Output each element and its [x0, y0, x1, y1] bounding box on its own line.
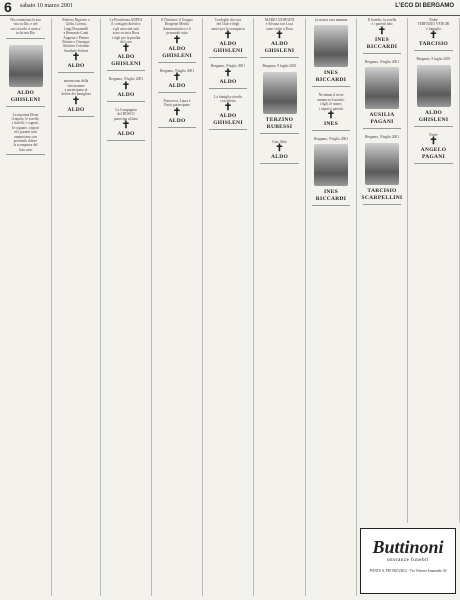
deceased-name: ANGELO PAGANI [420, 147, 447, 161]
deceased-name: ALDO [219, 78, 237, 85]
notice-line: del BOSCO [117, 112, 135, 117]
notice-line: le cognate, i nipoti [12, 125, 39, 130]
notice-line: La Presidenza ANPEA [109, 18, 143, 22]
divider [58, 72, 94, 73]
notice-line: Bergamo, 9 luglio 2001 [108, 77, 144, 82]
portrait-photo [365, 67, 399, 109]
notice-line: La famiglia ricorda [214, 94, 242, 99]
deceased-name: INES RICCARDI [315, 189, 347, 203]
notice-line: dolore dei famigliari [61, 92, 91, 97]
notice-line: Paolo partecipano [164, 103, 190, 108]
notice-line: del caro [120, 40, 132, 45]
deceased-name: ALDO [168, 117, 186, 124]
cross-icon: ✝ [172, 34, 182, 46]
divider [158, 92, 196, 93]
divider [158, 62, 196, 63]
notice-line: e partecipano al [64, 88, 88, 93]
ad-logo: Buttinoni [372, 537, 444, 557]
portrait-photo [314, 144, 348, 186]
cross-icon: ✝ [429, 136, 438, 148]
notice-line: Bergamo, 9 luglio 2001 [364, 135, 400, 140]
notice-line: Dirigente Medici [164, 22, 190, 27]
notice-line: Bergamo, 9 luglio 2001 [210, 64, 246, 69]
divider [312, 86, 350, 87]
death-notice [54, 18, 98, 73]
notice-line: Bergamo, 9 luglio 2001 [159, 68, 195, 73]
notice-line: La Compagnia [115, 107, 137, 112]
portrait-photo [263, 72, 297, 114]
notice-line: La nipotina Elena [12, 112, 39, 117]
notice-line: Bergamo, 8 luglio 2001 [364, 59, 400, 64]
notice-line: Il Direttore, il Gruppo [161, 18, 193, 22]
notice-line: annunciano della [63, 79, 89, 84]
divider [107, 101, 145, 102]
column-7 [306, 18, 357, 596]
divider [414, 163, 453, 164]
death-notice [308, 137, 354, 206]
death-notice [154, 69, 200, 93]
divider [6, 106, 45, 107]
deceased-name: ALDO GHISLENI [264, 41, 295, 55]
notice-line: il consiglio direttivo [111, 22, 141, 27]
death-notice [103, 18, 149, 71]
death-notice [359, 18, 405, 54]
cross-icon: ✝ [172, 106, 182, 118]
death-notice [256, 140, 303, 164]
cross-icon: ✝ [223, 67, 233, 79]
notice-line: sono vicini a Rosa [112, 31, 140, 36]
notice-line: i nipoti e parenti [319, 106, 343, 111]
deceased-name: TARCISIO [418, 41, 449, 48]
notice-line: i fratelli, i cognati, [12, 121, 39, 126]
divider [260, 57, 299, 58]
cross-icon: ✝ [121, 120, 131, 132]
notice-line: Roberta Bigiovio e [62, 18, 90, 22]
deceased-name: TERZINO RUBESSI [265, 116, 294, 130]
cross-icon: ✝ [223, 102, 233, 114]
notice-line: e Silvana con Luca [265, 22, 294, 27]
notice-line: Bosino e Giuseppe [62, 40, 90, 45]
notice-line: loro caro [19, 147, 32, 152]
notice-line: amici per la scomparsa [211, 26, 245, 31]
divider [209, 88, 247, 89]
notice-line: personale tutto [166, 31, 188, 36]
deceased-name: ALDO [117, 91, 135, 98]
ad-address: PONTE S. PIETRO (BG) - Via Vittorio Emanuele 30 [369, 569, 447, 573]
notice-line: e figli per la perdita [111, 35, 141, 40]
notice-line: suo ricordo ci unisce [10, 26, 41, 31]
notice-line: e famiglia [426, 26, 441, 31]
column-9 [408, 18, 460, 523]
notice-line: Bergamo, 9 luglio 2001 [416, 57, 451, 62]
cross-icon: ✝ [429, 30, 438, 42]
portrait-photo [9, 45, 43, 87]
cross-icon: ✝ [326, 110, 336, 122]
death-notice [205, 18, 251, 58]
newspaper-name: L'ECO DI BERGAMO [395, 3, 454, 9]
divider [58, 116, 94, 117]
deceased-name: ALDO [117, 131, 135, 138]
deceased-name: ALDO GHISLENI [418, 109, 449, 123]
death-notice [256, 18, 303, 58]
funeral-home-ad [360, 528, 456, 594]
death-notice [205, 95, 251, 131]
notice-line: TERENZIO VENCHI [417, 22, 450, 27]
notice-line: Bergamo, 9 luglio 2001 [262, 64, 297, 69]
death-notice [359, 60, 405, 129]
page-header [0, 0, 460, 16]
portrait-photo [417, 65, 451, 107]
notice-line: sono vicini a Rosa [266, 26, 293, 31]
notice-line: Annibale Schiavi [63, 48, 89, 53]
divider [414, 50, 453, 51]
death-notice [410, 133, 457, 164]
death-notice [2, 45, 49, 107]
deceased-name: INES RICCARDI [315, 70, 347, 84]
notice-line: Padre [429, 18, 438, 22]
death-notice [256, 64, 303, 133]
divider [414, 126, 453, 127]
notice-line: ed i parenti tutti [14, 130, 37, 135]
deceased-name: AUSILIA PAGANI [369, 112, 395, 126]
deceased-name: ALDO GHISLENI [213, 41, 243, 55]
death-notice [154, 18, 200, 63]
deceased-name: ALDO [270, 154, 289, 161]
divider [209, 57, 247, 58]
notice-line: e i parenti tutti [371, 22, 393, 27]
deceased-name: INES [323, 121, 339, 128]
deceased-name: TARCISIO SCARPELLINI [361, 187, 403, 201]
cross-icon: ✝ [172, 72, 182, 84]
death-notice [2, 113, 49, 156]
death-notice [54, 79, 98, 117]
cross-icon: ✝ [223, 30, 233, 42]
notice-line: la scomparsa del [13, 143, 38, 148]
deceased-name: ALDO GHISLENI [162, 45, 192, 59]
death-notice [410, 57, 457, 126]
notice-line: Ghisleni Colombo [62, 44, 90, 49]
deceased-name: ALDO [67, 63, 85, 70]
notice-line: e Bernardo Conti [63, 31, 89, 36]
page-date: sabato 10 marzo 2001 [20, 3, 73, 9]
cross-icon: ✝ [121, 43, 131, 55]
cross-icon: ✝ [121, 80, 131, 92]
notice-line: in lui ma Dio [15, 31, 36, 36]
notice-line: MARIO GIORGINI [264, 18, 295, 22]
cross-icon: ✝ [377, 25, 387, 37]
notice-line: Augusta e Pierina [63, 35, 89, 40]
divider [6, 38, 45, 39]
deceased-name: ALDO GHISLENI [10, 89, 41, 103]
notice-line: Il fratello, la sorella [367, 18, 397, 22]
notice-line: profondo dolore [13, 139, 38, 144]
notice-line: partecipa al lutto [113, 116, 139, 121]
notice-line: i figli, le nuore, [319, 102, 343, 107]
cross-icon: ✝ [275, 30, 284, 42]
ad-tagline: onoranze funebri [386, 558, 429, 563]
death-notice [2, 18, 49, 39]
cross-icon: ✝ [275, 143, 284, 155]
column-1 [0, 18, 52, 596]
notice-line: Ne danno il triste [318, 93, 344, 98]
notice-line: del Club e degli [216, 22, 240, 27]
notice-line: Bergamo, 9 luglio 2001 [313, 137, 349, 142]
deceased-name: ALDO GHISLENI [213, 113, 243, 127]
page-number: 6 [4, 0, 12, 15]
divider [363, 128, 401, 129]
notice-line: vita in Dio, e nel [13, 22, 38, 27]
death-notice [154, 99, 200, 128]
portrait-photo [314, 25, 348, 67]
notice-line: La nostra cara mamma [314, 18, 348, 22]
divider [107, 140, 145, 141]
column-8 [357, 18, 408, 523]
death-notice [308, 93, 354, 131]
notice-line: Ciao Aldo [272, 139, 287, 144]
divider [363, 204, 401, 205]
death-notice [308, 18, 354, 87]
notice-line: il nipote, le sorelle, [11, 117, 40, 122]
notice-line: e gli associati tutti [112, 26, 140, 31]
divider [260, 163, 299, 164]
divider [260, 133, 299, 134]
notice-line: Padre [429, 132, 438, 137]
cross-icon: ✝ [71, 95, 81, 107]
death-notice [359, 135, 405, 204]
divider [6, 154, 45, 155]
divider [312, 205, 350, 206]
notice-line: Francesca, Laura e [163, 99, 191, 104]
deceased-name: INES RICCARDI [366, 36, 398, 50]
divider [363, 53, 401, 54]
cross-icon: ✝ [71, 52, 81, 64]
divider [158, 127, 196, 128]
column-2 [52, 18, 101, 596]
notice-line: Gilda, Lorena, [65, 22, 87, 27]
deceased-name: ALDO [67, 106, 85, 113]
column-6 [254, 18, 306, 596]
column-5 [203, 18, 254, 596]
notice-line: con affetto [220, 99, 236, 104]
notice-line: Cordoglio dei soci [214, 18, 242, 22]
notice-line: Ha cominciato la sua [10, 18, 41, 22]
divider [312, 130, 350, 131]
notice-line: annunciano con [14, 134, 37, 139]
death-notice [410, 18, 457, 51]
deceased-name: ALDO GHISLENI [111, 54, 141, 68]
portrait-photo [365, 143, 399, 185]
divider [209, 129, 247, 130]
death-notice [205, 64, 251, 88]
notice-line: Luigi Bossamelli [63, 26, 89, 31]
notice-line: vita insieme [67, 83, 85, 88]
death-notice [103, 108, 149, 141]
notice-line: annuncio il marito, [317, 97, 345, 102]
column-4 [152, 18, 203, 596]
column-3 [101, 18, 152, 596]
deceased-name: ALDO [168, 83, 186, 90]
notice-line: Amministrativo e il [162, 26, 192, 31]
divider [107, 70, 145, 71]
death-notice [103, 77, 149, 101]
